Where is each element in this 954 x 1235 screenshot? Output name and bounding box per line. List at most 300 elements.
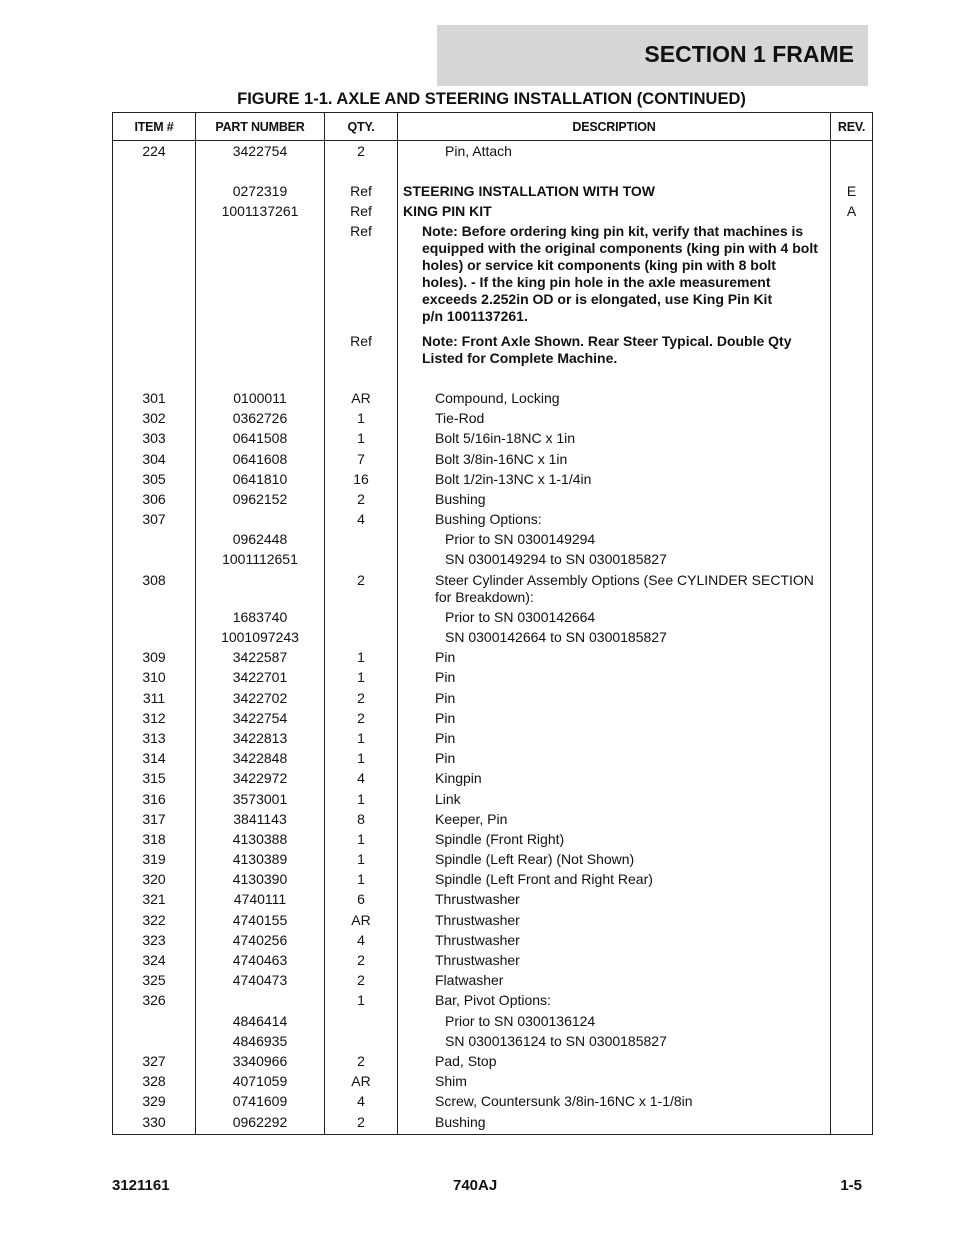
part-number-text: 0100011	[233, 389, 287, 406]
qty-text: 1	[357, 649, 365, 666]
part-number-cell	[196, 849, 325, 869]
rev-cell	[831, 222, 873, 332]
rev-text: E	[846, 182, 857, 199]
item-text: 318	[142, 830, 166, 847]
part-number-cell	[196, 910, 325, 930]
description-cell	[398, 910, 831, 930]
part-number-text: 3422702	[232, 689, 288, 706]
qty-text: AR	[351, 911, 371, 928]
table-row	[113, 1031, 873, 1051]
qty-cell	[325, 749, 398, 769]
item-cell	[113, 688, 196, 708]
description-text: Bolt 3/8in-16NC x 1in	[435, 450, 568, 467]
qty-text: 1	[357, 729, 365, 746]
description-text: Link	[435, 790, 461, 807]
description-cell	[398, 388, 831, 408]
description-text: Compound, Locking	[435, 389, 560, 406]
part-number-cell	[196, 509, 325, 529]
description-text: Tie-Rod	[435, 410, 485, 427]
qty-cell	[325, 769, 398, 789]
description-text: Prior to SN 0300136124	[445, 1012, 596, 1029]
table-row	[113, 550, 873, 570]
part-number-cell	[196, 1112, 325, 1134]
part-number-cell	[196, 930, 325, 950]
item-cell	[113, 971, 196, 991]
qty-cell	[325, 829, 398, 849]
part-number-text: 3340966	[232, 1052, 288, 1069]
description-cell	[398, 728, 831, 748]
qty-text: 7	[357, 450, 365, 467]
part-number-cell	[196, 607, 325, 627]
description-text: Thrustwasher	[435, 952, 520, 968]
item-cell	[113, 1051, 196, 1071]
rev-cell	[831, 971, 873, 991]
part-number-cell	[196, 1092, 325, 1112]
description-cell	[398, 331, 831, 368]
qty-cell	[325, 550, 398, 570]
description-cell	[398, 1011, 831, 1031]
qty-cell	[325, 890, 398, 910]
part-number-cell	[196, 971, 325, 991]
description-cell	[398, 530, 831, 550]
rev-cell	[831, 1072, 873, 1092]
qty-cell	[325, 331, 398, 368]
item-text: 328	[142, 1073, 166, 1090]
item-cell	[113, 1072, 196, 1092]
qty-cell	[325, 648, 398, 668]
table-row	[113, 930, 873, 950]
table-row	[113, 668, 873, 688]
item-text: 314	[142, 750, 166, 767]
table-row	[113, 971, 873, 991]
description-text: Note: Before ordering king pin kit, verify that machines is equipped with the original components (king pin with 4 bolt holes) or service kit components (king pin with 8 bolt holes). - If the king pin hole in the axle measurement exceeds 2.252in OD or is elongated, use King Pin Kit p/n 1001137261.	[422, 223, 818, 325]
qty-cell	[325, 991, 398, 1011]
part-number-text: 4130390	[232, 871, 288, 888]
item-cell	[113, 469, 196, 489]
table-row	[113, 530, 873, 550]
part-number-cell	[196, 201, 325, 221]
qty-text: 2	[357, 490, 365, 507]
description-cell	[398, 449, 831, 469]
qty-cell	[325, 809, 398, 829]
description-text: Steer Cylinder Assembly Options (See CYLINDER SECTION for Breakdown):	[435, 571, 814, 605]
qty-text: 8	[357, 810, 365, 827]
part-number-text: 0741609	[232, 1093, 288, 1110]
part-number-cell	[196, 570, 325, 607]
part-number-cell	[196, 890, 325, 910]
table-row	[113, 749, 873, 769]
qty-cell	[325, 530, 398, 550]
rev-cell	[831, 890, 873, 910]
table-row	[113, 728, 873, 748]
rev-cell	[831, 870, 873, 890]
part-number-text: 1001112651	[222, 551, 298, 568]
rev-cell	[831, 950, 873, 970]
rev-cell	[831, 910, 873, 930]
rev-cell	[831, 141, 873, 162]
rev-cell	[831, 728, 873, 748]
table-row	[113, 429, 873, 449]
qty-text: 2	[357, 972, 365, 989]
table-row	[113, 1092, 873, 1112]
qty-text: 1	[357, 790, 365, 807]
spacer-row	[113, 161, 873, 181]
part-number-cell	[196, 668, 325, 688]
item-cell	[113, 331, 196, 368]
spacer-cell	[398, 161, 831, 181]
description-cell	[398, 991, 831, 1011]
table-row	[113, 570, 873, 607]
description-cell	[398, 950, 831, 970]
item-cell	[113, 728, 196, 748]
description-cell	[398, 1072, 831, 1092]
item-cell	[113, 1031, 196, 1051]
rev-cell	[831, 1051, 873, 1071]
col-header-description: DESCRIPTION	[398, 113, 831, 141]
part-number-cell	[196, 829, 325, 849]
table-row	[113, 607, 873, 627]
description-text: Bushing	[435, 490, 486, 507]
description-text: Thrustwasher	[435, 911, 520, 928]
part-number-cell	[196, 550, 325, 570]
description-cell	[398, 201, 831, 221]
rev-cell	[831, 429, 873, 449]
description-text: SN 0300149294 to SN 0300185827	[445, 551, 667, 568]
item-cell	[113, 222, 196, 332]
table-row	[113, 890, 873, 910]
part-number-text: 0272319	[232, 182, 288, 199]
item-cell	[113, 749, 196, 769]
description-text: Pin	[435, 729, 456, 746]
rev-cell	[831, 201, 873, 221]
qty-text: Ref	[350, 182, 372, 199]
item-cell	[113, 769, 196, 789]
qty-cell	[325, 388, 398, 408]
part-number-text: 4740111	[233, 891, 287, 908]
description-cell	[398, 668, 831, 688]
qty-text: 4	[357, 931, 365, 948]
qty-cell	[325, 1072, 398, 1092]
footer-page-number: 1-5	[840, 1177, 862, 1194]
rev-cell	[831, 489, 873, 509]
item-text: 306	[142, 490, 166, 507]
table-row	[113, 708, 873, 728]
description-text: KING PIN KIT	[403, 202, 492, 219]
item-cell	[113, 950, 196, 970]
part-number-cell	[196, 1051, 325, 1071]
rev-cell	[831, 1011, 873, 1031]
item-cell	[113, 809, 196, 829]
description-text: Pin	[435, 649, 456, 666]
qty-text: Ref	[350, 223, 372, 240]
footer-doc-number: 3121161	[112, 1177, 170, 1194]
footer-model: 740AJ	[453, 1177, 498, 1194]
qty-text: 1	[357, 410, 365, 427]
table-row	[113, 950, 873, 970]
part-number-cell	[196, 648, 325, 668]
description-text: Pin	[435, 669, 456, 686]
part-number-text: 4846935	[232, 1032, 288, 1049]
table-row	[113, 509, 873, 529]
part-number-text: 4740155	[232, 911, 288, 928]
description-text: SN 0300136124 to SN 0300185827	[445, 1032, 667, 1049]
part-number-text: 0641608	[232, 450, 288, 467]
description-text: Shim	[435, 1073, 467, 1090]
description-cell	[398, 809, 831, 829]
qty-cell	[325, 1112, 398, 1134]
part-number-text: 4740256	[232, 931, 288, 948]
rev-cell	[831, 409, 873, 429]
item-cell	[113, 890, 196, 910]
part-number-cell	[196, 429, 325, 449]
rev-cell	[831, 570, 873, 607]
table-row	[113, 1051, 873, 1071]
qty-cell	[325, 222, 398, 332]
description-cell	[398, 849, 831, 869]
section-title: SECTION 1 FRAME	[644, 41, 854, 67]
item-cell	[113, 870, 196, 890]
item-text: 330	[142, 1113, 166, 1130]
qty-text: 2	[357, 709, 365, 726]
description-cell	[398, 550, 831, 570]
description-text: Note: Front Axle Shown. Rear Steer Typical. Double Qty Listed for Complete Machine.	[422, 332, 792, 366]
part-number-text: 3422813	[232, 729, 288, 746]
rev-cell	[831, 509, 873, 529]
description-text: Thrustwasher	[435, 891, 520, 908]
description-text: Bolt 5/16in-18NC x 1in	[435, 430, 576, 447]
qty-text: 2	[357, 689, 365, 706]
item-cell	[113, 708, 196, 728]
part-number-cell	[196, 141, 325, 162]
part-number-text: 0641810	[232, 470, 288, 487]
spacer-cell	[325, 368, 398, 388]
qty-text: 1	[357, 750, 365, 767]
rev-cell	[831, 789, 873, 809]
item-text: 302	[142, 410, 166, 427]
parts-table	[112, 112, 873, 1135]
qty-text: 6	[357, 891, 365, 908]
part-number-cell	[196, 728, 325, 748]
qty-cell	[325, 1051, 398, 1071]
item-cell	[113, 1011, 196, 1031]
rev-cell	[831, 648, 873, 668]
rev-cell	[831, 469, 873, 489]
spacer-cell	[196, 161, 325, 181]
qty-text: 2	[357, 142, 365, 159]
description-text: Thrustwasher	[435, 931, 520, 948]
table-row	[113, 469, 873, 489]
part-number-cell	[196, 950, 325, 970]
item-text: 315	[142, 770, 166, 787]
item-text: 308	[142, 571, 166, 588]
part-number-text: 4130388	[232, 830, 288, 847]
table-row	[113, 409, 873, 429]
description-cell	[398, 789, 831, 809]
qty-text: 4	[357, 511, 365, 528]
part-number-text: 3422754	[232, 709, 288, 726]
part-number-text: 0962152	[232, 490, 288, 507]
part-number-text: 4071059	[232, 1073, 288, 1090]
part-number-cell	[196, 409, 325, 429]
table-row	[113, 789, 873, 809]
table-row	[113, 769, 873, 789]
part-number-cell	[196, 991, 325, 1011]
qty-cell	[325, 607, 398, 627]
description-text: Bar, Pivot Options:	[435, 992, 551, 1009]
description-cell	[398, 429, 831, 449]
rev-cell	[831, 769, 873, 789]
description-text: Prior to SN 0300149294	[445, 531, 596, 548]
qty-text: 1	[357, 851, 365, 868]
description-cell	[398, 570, 831, 607]
spacer-cell	[325, 161, 398, 181]
part-number-cell	[196, 1011, 325, 1031]
part-number-cell	[196, 1072, 325, 1092]
item-cell	[113, 388, 196, 408]
qty-cell	[325, 1092, 398, 1112]
description-cell	[398, 469, 831, 489]
item-cell	[113, 910, 196, 930]
rev-cell	[831, 668, 873, 688]
qty-text: 4	[357, 770, 365, 787]
qty-text: 1	[357, 830, 365, 847]
item-cell	[113, 429, 196, 449]
part-number-cell	[196, 749, 325, 769]
rev-cell	[831, 829, 873, 849]
rev-cell	[831, 688, 873, 708]
item-text: 301	[142, 389, 166, 406]
part-number-text: 0962448	[232, 531, 288, 548]
item-text: 313	[142, 729, 166, 746]
item-text: 311	[142, 689, 166, 706]
col-header-qty: QTY.	[325, 113, 398, 141]
qty-cell	[325, 849, 398, 869]
item-cell	[113, 648, 196, 668]
item-cell	[113, 1112, 196, 1134]
qty-cell	[325, 201, 398, 221]
item-cell	[113, 489, 196, 509]
description-cell	[398, 181, 831, 201]
qty-text: 1	[357, 669, 365, 686]
qty-cell	[325, 950, 398, 970]
item-text: 326	[142, 992, 166, 1009]
part-number-text: 0962292	[232, 1113, 288, 1130]
part-number-text: 4130389	[232, 851, 288, 868]
qty-cell	[325, 141, 398, 162]
description-cell	[398, 971, 831, 991]
table-row	[113, 222, 873, 332]
description-text: Kingpin	[435, 770, 482, 787]
item-cell	[113, 829, 196, 849]
table-row	[113, 991, 873, 1011]
qty-cell	[325, 509, 398, 529]
table-row	[113, 1112, 873, 1134]
description-cell	[398, 648, 831, 668]
description-text: Prior to SN 0300142664	[445, 608, 596, 625]
table-row	[113, 829, 873, 849]
part-number-text: 0641508	[232, 430, 288, 447]
spacer-cell	[113, 368, 196, 388]
qty-cell	[325, 870, 398, 890]
item-cell	[113, 570, 196, 607]
qty-text: 1	[357, 992, 365, 1009]
spacer-cell	[196, 368, 325, 388]
table-row	[113, 141, 873, 162]
qty-text: 16	[353, 470, 369, 487]
item-text: 321	[142, 891, 166, 908]
qty-cell	[325, 570, 398, 607]
rev-cell	[831, 1031, 873, 1051]
description-cell	[398, 688, 831, 708]
rev-cell	[831, 809, 873, 829]
table-row	[113, 1072, 873, 1092]
description-cell	[398, 769, 831, 789]
figure-title: FIGURE 1-1. AXLE AND STEERING INSTALLATION (CONTINUED)	[237, 90, 746, 108]
item-text: 329	[142, 1093, 166, 1110]
spacer-cell	[398, 368, 831, 388]
table-row	[113, 910, 873, 930]
table-row	[113, 849, 873, 869]
part-number-cell	[196, 870, 325, 890]
description-text: Bushing Options:	[435, 511, 542, 528]
description-text: SN 0300142664 to SN 0300185827	[445, 629, 667, 645]
rev-cell	[831, 331, 873, 368]
rev-cell	[831, 550, 873, 570]
part-number-text: 3841143	[233, 810, 287, 827]
item-text: 327	[142, 1052, 166, 1069]
qty-cell	[325, 1011, 398, 1031]
qty-cell	[325, 1031, 398, 1051]
qty-cell	[325, 668, 398, 688]
description-text: Pin	[435, 709, 456, 726]
item-cell	[113, 509, 196, 529]
qty-text: 1	[357, 871, 365, 888]
description-text: Pin	[435, 750, 456, 767]
rev-text: A	[846, 202, 857, 219]
part-number-text: 1001137261	[221, 202, 299, 219]
rev-cell	[831, 749, 873, 769]
qty-cell	[325, 429, 398, 449]
section-banner	[437, 25, 868, 86]
description-cell	[398, 829, 831, 849]
item-text: 323	[142, 931, 166, 948]
description-cell	[398, 222, 831, 332]
item-cell	[113, 141, 196, 162]
item-text: 317	[142, 810, 166, 827]
description-cell	[398, 141, 831, 162]
rev-cell	[831, 181, 873, 201]
qty-text: Ref	[350, 202, 372, 219]
description-text: Spindle (Left Front and Right Rear)	[435, 871, 653, 888]
description-text: Bolt 1/2in-13NC x 1-1/4in	[435, 470, 592, 487]
item-cell	[113, 550, 196, 570]
description-cell	[398, 870, 831, 890]
description-text: Bushing	[435, 1113, 486, 1130]
item-text: 305	[142, 470, 166, 487]
part-number-cell	[196, 708, 325, 728]
description-cell	[398, 1092, 831, 1112]
qty-cell	[325, 469, 398, 489]
item-text: 325	[142, 972, 166, 989]
description-text: STEERING INSTALLATION WITH TOW	[403, 182, 655, 199]
item-cell	[113, 181, 196, 201]
rev-cell	[831, 991, 873, 1011]
part-number-text: 0362726	[232, 410, 288, 427]
description-text: Pad, Stop	[435, 1052, 497, 1069]
part-number-cell	[196, 331, 325, 368]
description-text: Keeper, Pin	[435, 810, 508, 827]
description-cell	[398, 708, 831, 728]
